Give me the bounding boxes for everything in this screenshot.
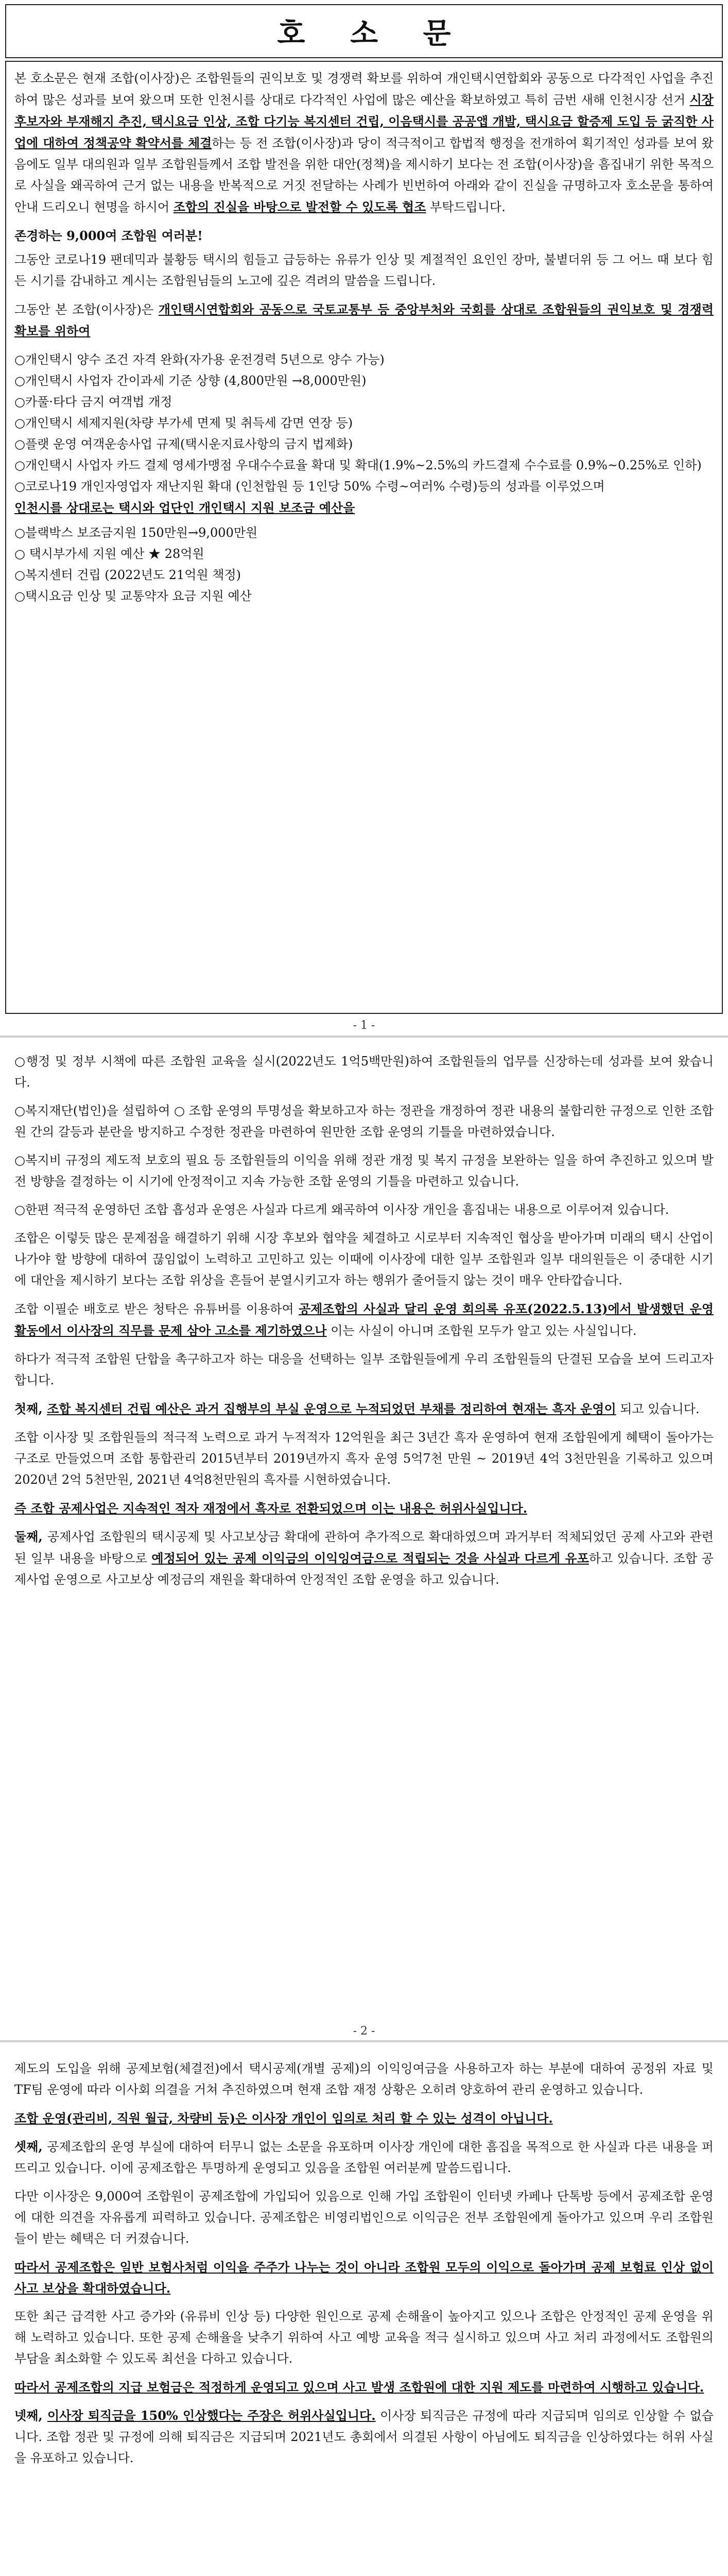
- point-1: 첫째, 조합 복지센터 건립 예산은 과거 집행부의 부실 운영으로 누적되었던 부채를 정리하여 현재는 흑자 운영이 되고 있습니다.: [14, 1401, 700, 1416]
- paragraph: 따라서 공제조합의 지급 보험금은 적정하게 운영되고 있으며 사고 발생 조합원에 대한 지원 제도를 마련하여 시행하고 있습니다.: [14, 2380, 704, 2395]
- achievement-list: [14, 349, 714, 518]
- paragraph: 그동안 코로나19 팬데믹과 불황등 택시의 힘들고 급등하는 유류가 인상 및 계절적인 요인인 장마, 불볕더위 등 그 어느 때 보다 힘든 시기를 감내하고 계시는 조합원님들의 노고에 깊은 격려의 말씀을 드립니다.: [14, 252, 714, 288]
- paragraph: ○복지재단(법인)을 설립하여 ○ 조합 운영의 투명성을 확보하고자 하는 정관을 개정하여 정관 내용의 불합리한 규정으로 인한 조합원 간의 갈등과 분란을 방지하고 수정한 정관을 마련하여 원만한 조합 운영의 기틀을 마련하였습니다.: [14, 1104, 714, 1139]
- paragraph: 하다가 적극적 조합원 단합을 촉구하고자 하는 대응을 선택하는 일부 조합원들에게 우리 조합원들의 단결된 모습을 보여 드리고자 합니다.: [14, 1352, 714, 1387]
- title-box: [5, 4, 723, 58]
- paragraph: ○행정 및 정부 시책에 따른 조합원 교육을 실시(2022년도 1억5백만원)하여 조합원들의 업무를 신장하는데 성과를 보여 왔습니다.: [14, 1054, 714, 1090]
- point-4: 넷째, 이사장 퇴직금을 150% 인상했다는 주장은 허위사실입니다. 이사장 퇴직금은 규정에 따라 지급되며 임의로 인상할 수 없습니다. 조합 정관 및 규정에 의해 퇴직금은 지급되며 2021년도 총회에서 의결된 사항이 아님에도 퇴직금을 인상하였다는 허위 사실을 유포하고 있습니다.: [14, 2408, 714, 2465]
- paragraph: 조합 이필순 배호로 받은 청탁은 유튜버를 이용하여 공제조합의 사실과 달리 운영 회의록 유포(2022.5.13)에서 발생했던 운영 활동에서 이사장의 직무를 문제 삼아 고소를 제기하였으나 이는 사실이 아니며 조합원 모두가 알고 있는 사실입니다.: [14, 1301, 714, 1338]
- paragraph: 다만 이사장은 9,000여 조합원이 공제조합에 가입되어 있음으로 인해 가입 조합원이 인터넷 카페나 단톡방 등에서 공제조합 운영에 대한 의견을 자유롭게 피력하고 있습니다. 공제조합은 비영리법인으로 이익금은 전부 조합원에게 돌아가고 있으며 우리 조합원들이 받는 혜택은 더 커졌습니다.: [14, 2189, 714, 2246]
- list-item: ○개인택시 사업자 카드 결제 영세가맹점 우대수수료율 확대 및 확대(1.9%~2.5%의 카드결제 수수료를 0.9%~0.25%로 인하): [14, 458, 702, 472]
- list-item: ○블랙박스 보조금지원 150만원→9,000만원: [14, 526, 258, 540]
- list-item: ○복지센터 건립 (2022년도 21억원 책정): [14, 568, 241, 582]
- list-item: ○ 택시부가세 지원 예산 ★ 28억원: [14, 547, 204, 561]
- page-divider: [0, 2040, 728, 2042]
- paragraph: ○복지비 규정의 제도적 보호의 필요 등 조합원들의 이익을 위해 정관 개정 및 복지 규정을 보완하는 일을 하여 추진하고 있으며 발전 방향을 결정하는 이 시기에 안정적이고 지속 가능한 조합 운영의 기틀을 마련하고 있습니다.: [14, 1153, 714, 1189]
- page-2-content: [14, 1051, 714, 1598]
- paragraph: 그동안 본 조합(이사장)은 개인택시연합회와 공동으로 국토교통부 등 중앙부처와 국회를 상대로 조합원들의 권익보호 및 경쟁력 확보를 위하여: [14, 302, 714, 338]
- point-2: 둘째, 공제사업 조합원의 택시공제 및 사고보상금 확대에 관하여 추가적으로 확대하였으며 과거부터 적체되었던 공제 사고와 관련된 일부 내용을 바탕으로 예정되어 있는 공제 이익금의 이익잉여금으로 적립되는 것을 사실과 다르게 유포하고 있습니다. 조합 공제사업 운영으로 사고보상 예정금의 재원을 확대하여 안정적인 조합 운영을 하고 있습니다.: [14, 1529, 714, 1587]
- budget-list: [14, 522, 714, 607]
- page-number: - 2 -: [353, 2025, 375, 2038]
- point-3: 셋째, 공제조합의 운영 부실에 대하여 터무니 없는 소문을 유포하며 이사장 개인에 대한 흠집을 목적으로 한 사실과 다른 내용을 퍼뜨리고 있습니다. 이에 공제조합은 투명하게 운영되고 있음을 조합원 여러분께 말씀드립니다.: [14, 2139, 714, 2175]
- paragraph: 제도의 도입을 위해 공제보험(체결전)에서 택시공제(개별 공제)의 이익잉여금을 사용하고자 하는 부분에 대하여 공정위 자료 및 TF팀 운영에 따라 이사회 의결을 거쳐 추진하였으며 현재 조합 재정 상황은 오히려 양호하여 관리 운영하고 있습니다.: [14, 2061, 714, 2097]
- list-item: ○코로나19 개인자영업자 재난지원 확대 (인천합원 등 1인당 50% 수령~여러% 수령)등의 성과를 이루었으며: [14, 479, 605, 494]
- greeting-1: 존경하는 9,000여 조합원 여러분!: [14, 228, 203, 243]
- list-item: ○플랫 운영 여객운송사업 규제(택시운지료사항의 금지 법제화): [14, 437, 353, 451]
- paragraph: 조합 운영(관리비, 직원 월급, 차량비 등)은 이사장 개인이 임의로 처리 할 수 있는 성격이 아닙니다.: [14, 2111, 553, 2126]
- list-item: 인천시를 상대로는 택시와 업단인 개인택시 지원 보조금 예산을: [14, 500, 355, 515]
- list-item: ○택시요금 인상 및 교통약자 요금 지원 예산: [14, 589, 252, 603]
- document-title: 호 소 문: [277, 16, 469, 50]
- intro-paragraph: 본 호소문은 현재 조합(이사장)은 조합원들의 권익보호 및 경쟁력 확보를 위하여 개인택시연합회와 공동으로 다각적인 사업을 추진하여 많은 성과를 보여 왔으며 또한 인천시를 상대로 다각적인 사업에 많은 예산을 확보하였고 특히 금번 새해 인천시장 선거 시장후보자와 부재해지 추진, 택시요금 인상, 조합 다기능 복지센터 건립, 이음택시를 공공앱 개발, 택시요금 할증제 도입 등 굵직한 사업에 대하여 정책공약 확약서를 체결하는 등 전 조합(이사장)과 당이 적극적이고 합법적 행정을 전개하여 획기적인 성과를 보여 왔음에도 일부 대의원과 일부 조합원들께서 조합 발전을 위한 대안(정책)을 제시하기 보다는 전 조합(이사장)을 흠집내기 위한 목적으로 사실을 왜곡하여 근거 없는 내용을 반복적으로 거짓 전달하는 사례가 빈번하여 아래와 같이 진실을 규명하고자 호소문을 통하여 안내 드리오니 현명을 하시어 조합의 진실을 바탕으로 발전할 수 있도록 협조 부탁드립니다.: [14, 71, 714, 214]
- list-item: ○카풀·타다 금지 여객법 개정: [14, 395, 172, 409]
- page-3-content: [14, 2058, 714, 2476]
- paragraph: 따라서 공제조합은 일반 보험사처럼 이익을 주주가 나누는 것이 아니라 조합원 모두의 이익으로 돌아가며 공제 보험료 인상 없이 사고 보상을 확대하였습니다.: [14, 2260, 714, 2296]
- page-number: - 1 -: [353, 1019, 375, 1032]
- page-1-content: [14, 68, 714, 607]
- paragraph: ○한편 적극적 운영하던 조합 흡성과 운영은 사실과 다르게 왜곡하여 이사장 개인을 흠집내는 내용으로 이루어져 있습니다.: [14, 1202, 669, 1217]
- list-item: ○개인택시 사업자 간이과세 기준 상향 (4,800만원 →8,000만원): [14, 374, 367, 388]
- paragraph: 즉 조합 공제사업은 지속적인 적자 재정에서 흑자로 전환되었으며 이는 내용은 허위사실입니다.: [14, 1501, 528, 1516]
- paragraph: 조합은 이렇듯 많은 문제점을 해결하기 위해 시장 후보와 협약을 체결하고 시로부터 지속적인 협상을 받아가며 미래의 택시 산업이 나가야 할 방향에 대하여 끊임없이 노력하고 고민하고 있는 이때에 이사장에 대한 일부 조합원과 일부 대의원들은 이 중대한 시기에 대안을 제시하기 보다는 조합 위상을 흔들어 분열시키고자 하는 행위가 줄어들지 않는 것이 매우 안타깝습니다.: [14, 1231, 714, 1287]
- list-item: ○개인택시 양수 조건 자격 완화(자가용 운전경력 5년으로 양수 가능): [14, 352, 385, 367]
- paragraph: 조합 이사장 및 조합원들의 적극적 노력으로 과거 누적적자 12억원을 최근 3년간 흑자 운영하여 현재 조합원에게 혜택이 돌아가는 구조로 만들었으며 조합 통합관리 2015년부터 2019년까지 흑자 운영 5억7천 만원 ~ 2019년 4억 3천만원을 기록하고 있으며 2020년 2억 5천만원, 2021년 4억8천만원의 흑자를 시현하였습니다.: [14, 1430, 714, 1487]
- paragraph: 또한 최근 급격한 사고 증가와 (유류비 인상 등) 다양한 원인으로 공제 손해율이 높아지고 있으나 조합은 안정적인 공제 운영을 위해 노력하고 있습니다. 또한 공제 손해율을 낮추기 위하여 사고 예방 교육을 적극 실시하고 있으며 사고 처리 과정에서도 조합원의 부담을 최소화할 수 있도록 최선을 다하고 있습니다.: [14, 2309, 714, 2366]
- page-divider: [0, 1036, 728, 1038]
- list-item: ○개인택시 세제지원(차량 부가세 면제 및 취득세 감면 연장 등): [14, 416, 353, 430]
